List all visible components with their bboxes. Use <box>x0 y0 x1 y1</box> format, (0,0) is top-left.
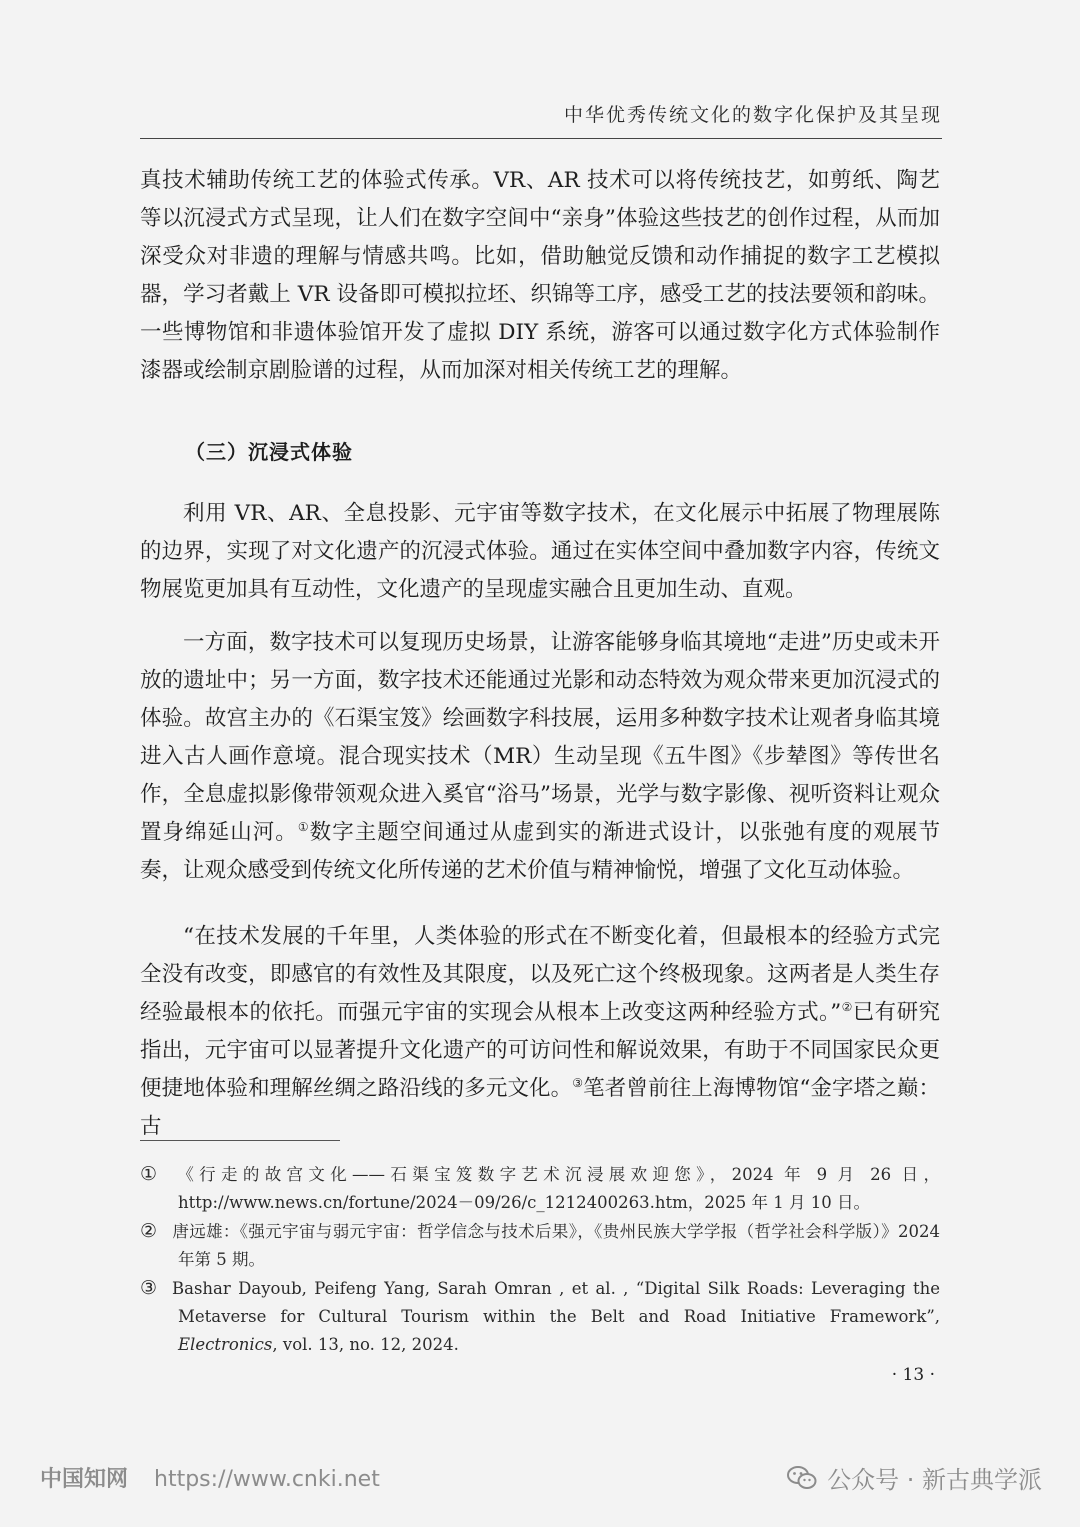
cnki-url[interactable]: https://www.cnki.net <box>154 1467 380 1492</box>
footnote-text-2: 唐远雄：《强元宇宙与弱元宇宙：哲学信念与技术后果》，《贵州民族大学学报（哲学社会科学版）》2024 年第 5 期。 <box>172 1222 940 1269</box>
paragraph-4-part-c: 笔者曾前往上海博物馆“金字塔之巅：古 <box>140 1076 940 1139</box>
footnote-1 <box>140 1160 940 1217</box>
footnote-text-1: 《行走的故宫文化——石渠宝笈数字艺术沉浸展欢迎您》，2024 年 9 月 26 日，http://www.news.cn/fortune/2024－09/26/c_1212400263.htm，2025 年 1 月 10 日。 <box>172 1165 940 1212</box>
wechat-watermark <box>787 1460 1042 1495</box>
cnki-watermark <box>40 1462 380 1493</box>
footnote-mark-2: ② <box>140 1220 158 1242</box>
page-number: · 13 · <box>891 1365 935 1385</box>
paragraph-1: 真技术辅助传统工艺的体验式传承。VR、AR 技术可以将传统技艺，如剪纸、陶艺等以沉浸式方式呈现，让人们在数字空间中“亲身”体验这些技艺的创作过程，从而加深受众对非遗的理解与情感共鸣。比如，借助触觉反馈和动作捕捉的数字工艺模拟器，学习者戴上 VR 设备即可模拟拉坯、织锦等工序，感受工艺的技法要领和韵味。一些博物馆和非遗体验馆开发了虚拟 DIY 系统，游客可以通过数字化方式体验制作漆器或绘制京剧脸谱的过程，从而加深对相关传统工艺的理解。 <box>140 168 940 383</box>
paragraph-3 <box>140 624 940 890</box>
paragraph-4-part-a: “在技术发展的千年里，人类体验的形式在不断变化着，但最根本的经验方式完全没有改变，即感官的有效性及其限度，以及死亡这个终极现象。这两者是人类生存经验最根本的依托。而强元宇宙的实现会从根本上改变这两种经验方式。” <box>140 924 940 1025</box>
paragraph-3-part-b: 数字主题空间通过从虚到实的渐进式设计，以张弛有度的观展节奏，让观众感受到传统文化所传递的艺术价值与精神愉悦，增强了文化互动体验。 <box>140 820 940 883</box>
paragraph-3-part-a: 一方面，数字技术可以复现历史场景，让游客能够身临其境地“走进”历史或未开放的遗址中；另一方面，数字技术还能通过光影和动态特效为观众带来更加沉浸式的体验。故宫主办的《石渠宝笈》绘画数字科技展，运用多种数字技术让观者身临其境进入古人画作意境。混合现实技术（MR）生动呈现《五牛图》《步辇图》等传世名作，全息虚拟影像带领观众进入奚官“浴马”场景，光学与数字影像、视听资料让观众置身绵延山河。 <box>140 630 940 845</box>
footnote-rule <box>140 1140 340 1141</box>
wechat-icon <box>787 1465 817 1491</box>
footnote-mark-1: ① <box>140 1163 158 1185</box>
header-rule <box>140 138 942 139</box>
paragraph-4-part-b: 已有研究指出，元宇宙可以显著提升文化遗产的可访问性和解说效果，有助于不同国家民众更便捷地体验和理解丝绸之路沿线的多元文化。 <box>140 1000 940 1101</box>
footnote-journal: Electronics <box>178 1335 273 1354</box>
footnote-ref-3[interactable]: ③ <box>572 1075 584 1090</box>
footnote-ref-1[interactable]: ① <box>297 819 310 834</box>
cnki-brand: 中国知网 <box>40 1467 129 1492</box>
section-heading: （三）沉浸式体验 <box>185 440 353 464</box>
paragraph-2: 利用 VR、AR、全息投影、元宇宙等数字技术，在文化展示中拓展了物理展陈的边界，实现了对文化遗产的沉浸式体验。通过在实体空间中叠加数字内容，传统文物展览更加具有互动性，文化遗产的呈现虚实融合且更加生动、直观。 <box>140 501 940 602</box>
paragraph-4 <box>140 918 940 1146</box>
running-title: 中华优秀传统文化的数字化保护及其呈现 <box>563 104 942 126</box>
footnote-3 <box>140 1274 940 1359</box>
footnote-text-3a: Bashar Dayoub, Peifeng Yang, Sarah Omran , et al. , “Digital Silk Roads: Leveraging the Metaverse for Cultural Tourism within the Belt and Road Initiative Framework”, <box>172 1279 940 1326</box>
wechat-label: 公众号 · 新古典学派 <box>827 1466 1042 1494</box>
footnote-text-3b: , vol. 13, no. 12, 2024. <box>272 1335 459 1354</box>
footnote-2 <box>140 1217 940 1274</box>
footnote-mark-3: ③ <box>140 1277 158 1299</box>
footnote-ref-2[interactable]: ② <box>841 999 853 1014</box>
